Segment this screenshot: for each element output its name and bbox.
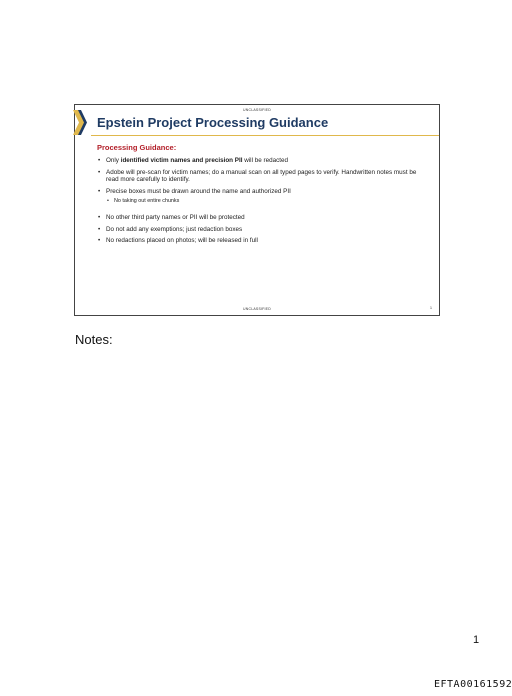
bullet-item: • Only identified victim names and precision PII will be redacted	[97, 157, 427, 165]
slide-subheading: Processing Guidance:	[97, 143, 177, 152]
slide-number: 1	[430, 306, 432, 310]
chevron-icon	[73, 110, 87, 135]
classification-marking-top: UNCLASSIFIED	[243, 108, 271, 112]
bates-number: EFTA00161592	[434, 679, 512, 690]
bullet-emphasis: identified victim names and precision PII	[120, 157, 243, 164]
notes-label: Notes:	[75, 332, 113, 347]
page-number: 1	[473, 634, 480, 646]
classification-marking-bottom: UNCLASSIFIED	[243, 307, 271, 311]
guidance-bullet-list	[97, 157, 427, 249]
sub-bullet-item: • No taking out entire chunks	[97, 198, 427, 206]
title-divider	[91, 135, 439, 136]
bullet-item: • Adobe will pre-scan for victim names; do a manual scan on all typed pages to verify. Handwritten notes must be read more carefully to identify.	[97, 169, 427, 184]
bullet-item: • No other third party names or PII will be protected	[97, 214, 427, 222]
slide-thumbnail	[74, 104, 440, 316]
bullet-item: • Do not add any exemptions; just redaction boxes	[97, 226, 427, 234]
bullet-item: • No redactions placed on photos; will be released in full	[97, 237, 427, 245]
slide-title: Epstein Project Processing Guidance	[97, 115, 329, 130]
bullet-item: • Precise boxes must be drawn around the name and authorized PII	[97, 188, 427, 196]
